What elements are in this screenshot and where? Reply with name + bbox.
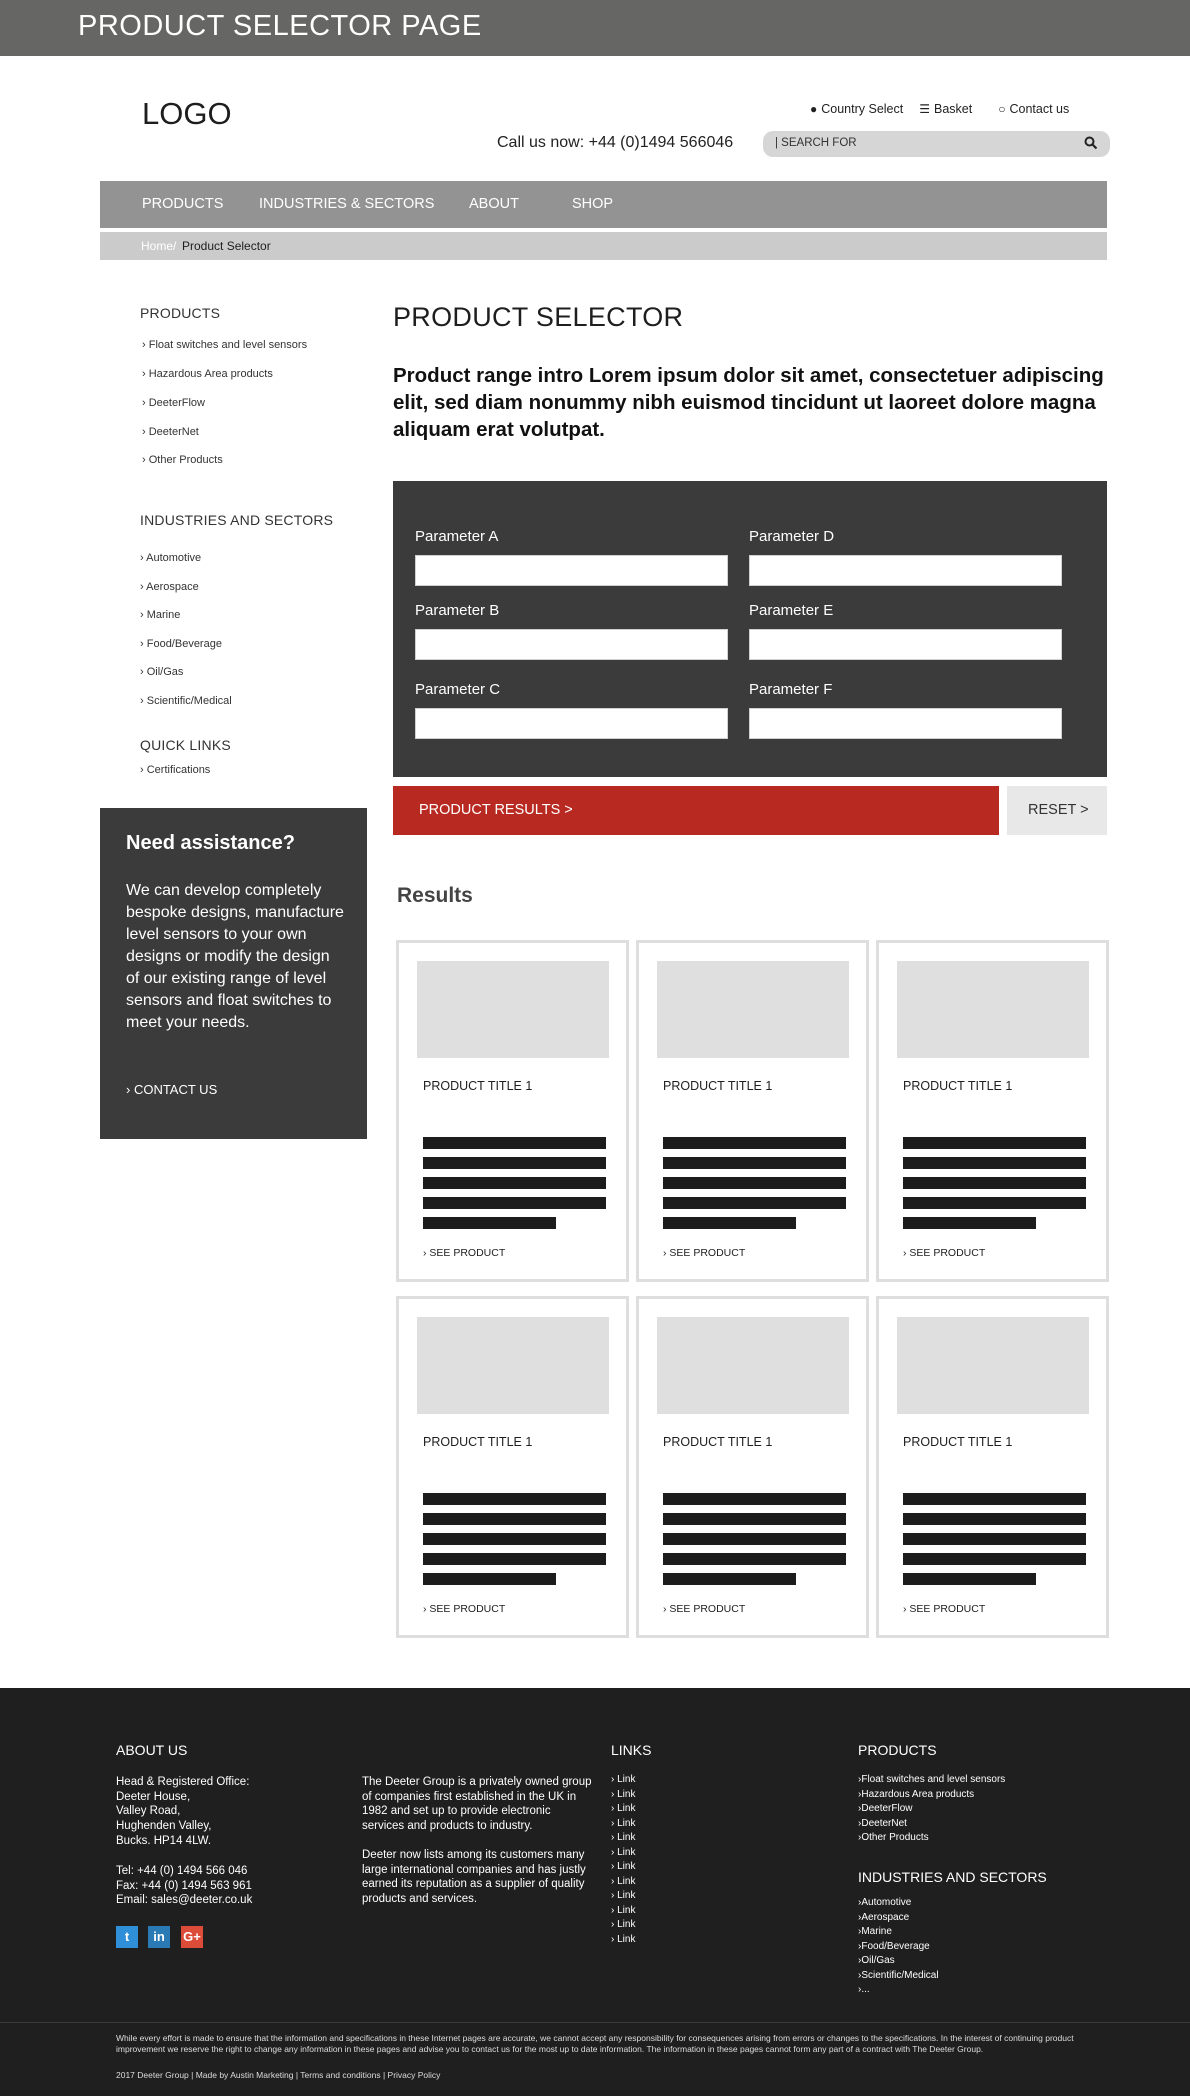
footer-group-text: The Deeter Group is a privately owned group of companies first established in the UK in 1982 and set up to provide electronic services and products to industry. Deeter now lists among its customers many large international companies and has justly earned its reputation as a supplier of quality products and services. xyxy=(362,1776,592,1905)
footer-products-heading: PRODUCTS xyxy=(858,1742,937,1758)
footer-link[interactable]: › Link xyxy=(611,1803,636,1814)
footer-industry-link[interactable]: ›Aerospace xyxy=(858,1911,910,1923)
footer-product-link[interactable]: ›Float switches and level sensors xyxy=(858,1774,1006,1785)
contact-us-link[interactable]: › CONTACT US xyxy=(126,1082,218,1097)
parameter-f-field[interactable] xyxy=(749,708,1062,739)
footer-product-link[interactable]: ›Hazardous Area products xyxy=(858,1788,975,1800)
sidebar-industry-link[interactable]: › Food/Beverage xyxy=(140,638,222,650)
parameter-f-label: Parameter F xyxy=(749,681,833,698)
product-card[interactable] xyxy=(396,1296,629,1638)
sidebar-product-link[interactable]: › Other Products xyxy=(142,454,223,466)
speech-bubble-icon: ○ xyxy=(998,102,1006,116)
top-banner xyxy=(0,0,1190,56)
description-line xyxy=(423,1217,556,1229)
sidebar-product-link[interactable]: › DeeterNet xyxy=(142,426,199,438)
footer-link[interactable]: › Link xyxy=(611,1861,636,1872)
description-line xyxy=(663,1217,796,1229)
see-product-link[interactable]: › SEE PRODUCT xyxy=(903,1603,986,1615)
banner-title: PRODUCT SELECTOR PAGE xyxy=(78,10,482,42)
nav-item-about[interactable]: ABOUT xyxy=(469,196,519,212)
description-line xyxy=(663,1197,846,1209)
product-image[interactable] xyxy=(417,1317,609,1414)
sidebar-quick-heading: QUICK LINKS xyxy=(140,737,231,753)
linkedin-icon[interactable]: in xyxy=(148,1926,170,1948)
parameter-a-label: Parameter A xyxy=(415,528,499,545)
assistance-body: We can develop completely bespoke designs, manufacture level sensors to your own designs or modify the design of our existing range of level sensors and float switches to meet your needs. xyxy=(126,882,344,1031)
description-line xyxy=(903,1573,1036,1585)
product-title[interactable]: PRODUCT TITLE 1 xyxy=(423,1079,533,1093)
footer-product-link[interactable]: ›Other Products xyxy=(858,1832,929,1843)
description-line xyxy=(903,1493,1086,1505)
description-line xyxy=(663,1157,846,1169)
footer-link[interactable]: › Link xyxy=(611,1832,636,1843)
footer-link[interactable]: › Link xyxy=(611,1890,636,1901)
product-image[interactable] xyxy=(897,1317,1089,1414)
description-line xyxy=(423,1197,606,1209)
product-title[interactable]: PRODUCT TITLE 1 xyxy=(663,1079,773,1093)
footer-email-link[interactable]: Email: sales@deeter.co.uk xyxy=(116,1894,253,1907)
phone-number: Call us now: +44 (0)1494 566046 xyxy=(497,134,734,151)
description-line xyxy=(423,1533,606,1545)
description-line xyxy=(423,1493,606,1505)
description-line xyxy=(903,1217,1036,1229)
footer-link[interactable]: › Link xyxy=(611,1933,636,1945)
parameter-c-label: Parameter C xyxy=(415,681,501,698)
assistance-panel xyxy=(100,808,367,1139)
product-card[interactable] xyxy=(396,940,629,1282)
description-line xyxy=(423,1573,556,1585)
page-title: PRODUCT SELECTOR xyxy=(393,302,684,332)
parameter-c-field[interactable] xyxy=(415,708,728,739)
see-product-link[interactable]: › SEE PRODUCT xyxy=(423,1247,506,1259)
sidebar-product-link[interactable]: › DeeterFlow xyxy=(142,397,205,409)
description-line xyxy=(663,1493,846,1505)
description-line xyxy=(903,1197,1086,1209)
product-image[interactable] xyxy=(897,961,1089,1058)
description-line xyxy=(663,1573,796,1585)
product-title[interactable]: PRODUCT TITLE 1 xyxy=(663,1435,773,1449)
description-line xyxy=(663,1177,846,1189)
footer-product-link[interactable]: ›DeeterNet xyxy=(858,1817,907,1829)
breadcrumb xyxy=(100,232,1107,260)
nav-item-industries[interactable]: INDUSTRIES & SECTORS xyxy=(259,196,435,212)
nav-item-products[interactable]: PRODUCTS xyxy=(142,196,224,212)
reset-label: RESET > xyxy=(1028,802,1089,818)
reset-button[interactable] xyxy=(1007,786,1107,835)
description-line xyxy=(903,1553,1086,1565)
product-card[interactable] xyxy=(876,1296,1109,1638)
footer-industry-link[interactable]: ›... xyxy=(858,1984,870,1995)
footer-industries-heading: INDUSTRIES AND SECTORS xyxy=(858,1869,1047,1885)
product-card[interactable] xyxy=(636,940,869,1282)
product-title[interactable]: PRODUCT TITLE 1 xyxy=(903,1079,1013,1093)
parameter-b-label: Parameter B xyxy=(415,602,500,619)
parameter-panel xyxy=(393,481,1107,777)
assistance-title: Need assistance? xyxy=(126,832,295,854)
breadcrumb-separator: / xyxy=(173,239,177,253)
footer-link[interactable]: › Link xyxy=(611,1774,636,1785)
sidebar-industry-link[interactable]: › Automotive xyxy=(140,552,202,564)
breadcrumb-current: Product Selector xyxy=(182,239,271,253)
description-line xyxy=(423,1137,606,1149)
parameter-e-label: Parameter E xyxy=(749,602,834,619)
globe-icon: ● xyxy=(810,102,818,116)
see-product-link[interactable]: › SEE PRODUCT xyxy=(663,1603,746,1615)
description-line xyxy=(663,1553,846,1565)
footer-link[interactable]: › Link xyxy=(611,1904,636,1916)
footer-product-link[interactable]: ›DeeterFlow xyxy=(858,1803,913,1814)
see-product-link[interactable]: › SEE PRODUCT xyxy=(903,1247,986,1259)
product-image[interactable] xyxy=(657,1317,849,1414)
sidebar-industry-link[interactable]: › Marine xyxy=(140,609,181,621)
description-line xyxy=(903,1157,1086,1169)
sidebar-industry-link[interactable]: › Oil/Gas xyxy=(140,666,184,678)
footer-link[interactable]: › Link xyxy=(611,1817,636,1829)
description-line xyxy=(663,1513,846,1525)
description-line xyxy=(903,1513,1086,1525)
twitter-icon[interactable]: t xyxy=(116,1926,138,1948)
description-line xyxy=(423,1177,606,1189)
footer-industry-link[interactable]: ›Oil/Gas xyxy=(858,1955,895,1966)
sidebar-industry-link[interactable]: › Aerospace xyxy=(140,581,199,593)
description-line xyxy=(903,1533,1086,1545)
product-title[interactable]: PRODUCT TITLE 1 xyxy=(423,1435,533,1449)
logo[interactable]: LOGO xyxy=(142,96,232,131)
see-product-link[interactable]: › SEE PRODUCT xyxy=(423,1603,506,1615)
footer-link[interactable]: › Link xyxy=(611,1788,636,1800)
footer-contact: Tel: +44 (0) 1494 566 046 Fax: +44 (0) 1494 563 961 Email: sales@deeter.co.uk xyxy=(116,1864,306,1908)
search-input[interactable] xyxy=(763,131,1110,157)
footer-link[interactable]: › Link xyxy=(611,1875,636,1887)
nav-item-shop[interactable]: SHOP xyxy=(572,196,614,212)
footer-link[interactable]: › Link xyxy=(611,1919,636,1930)
see-product-link[interactable]: › SEE PRODUCT xyxy=(663,1247,746,1259)
footer-links-heading: LINKS xyxy=(611,1742,652,1758)
description-line xyxy=(903,1177,1086,1189)
description-line xyxy=(423,1553,606,1565)
footer-link[interactable]: › Link xyxy=(611,1846,636,1858)
description-line xyxy=(423,1157,606,1169)
main-nav xyxy=(100,181,1107,228)
search-icon[interactable] xyxy=(1084,135,1098,154)
parameter-e-field[interactable] xyxy=(749,629,1062,660)
country-select-link[interactable]: ● Country Select xyxy=(810,102,904,116)
sidebar-product-link[interactable]: › Hazardous Area products xyxy=(142,368,273,380)
description-line xyxy=(663,1137,846,1149)
description-line xyxy=(423,1513,606,1525)
cart-icon: ☰ xyxy=(919,102,930,116)
footer-industry-link[interactable]: ›Marine xyxy=(858,1926,892,1937)
sidebar-industry-link[interactable]: › Scientific/Medical xyxy=(140,695,232,707)
product-results-button[interactable] xyxy=(393,786,999,835)
product-image[interactable] xyxy=(657,961,849,1058)
footer xyxy=(0,1688,1190,2022)
results-heading: Results xyxy=(397,884,473,907)
search-placeholder: | SEARCH FOR xyxy=(775,137,857,149)
product-title[interactable]: PRODUCT TITLE 1 xyxy=(903,1435,1013,1449)
basket-link[interactable]: ☰ Basket xyxy=(919,102,973,116)
sidebar-quick-link[interactable]: › Certifications xyxy=(140,764,211,776)
footer-industry-link[interactable]: ›Food/Beverage xyxy=(858,1940,930,1952)
parameter-a-field[interactable] xyxy=(415,555,728,586)
footer-disclaimer: While every effort is made to ensure that the information and specifications in these Internet pages are accurate, we cannot accept any responsibility for consequences arising from errors or changes to the specifications. In the interest of continuing product improvement we reserve the right to change any information in these pages and advise you to contact us for the most up to date information. The information in these pages cannot form any part of a contract with The Deeter Group. xyxy=(116,2033,1074,2054)
sidebar-product-link[interactable]: › Float switches and level sensors xyxy=(142,339,308,351)
description-line xyxy=(663,1533,846,1545)
parameter-d-field[interactable] xyxy=(749,555,1062,586)
utility-links xyxy=(810,102,1069,116)
footer-address: Head & Registered Office: Deeter House, Valley Road, Hughenden Valley, Bucks. HP14 4LW. xyxy=(116,1776,250,1847)
footer-industry-link[interactable]: ›Automotive xyxy=(858,1897,912,1908)
google-plus-icon[interactable]: G+ xyxy=(181,1926,203,1948)
description-line xyxy=(903,1137,1086,1149)
sidebar-industries-heading: INDUSTRIES AND SECTORS xyxy=(140,512,334,528)
parameter-d-label: Parameter D xyxy=(749,528,835,545)
parameter-b-field[interactable] xyxy=(415,629,728,660)
footer-about-heading: ABOUT US xyxy=(116,1742,188,1758)
footer-copyright: 2017 Deeter Group | Made by Austin Marketing | Terms and conditions | Privacy Policy xyxy=(116,2070,441,2080)
contact-us-link[interactable]: ○ Contact us xyxy=(998,102,1070,116)
product-card[interactable] xyxy=(876,940,1109,1282)
intro-text: Product range intro Lorem ipsum dolor sit amet, consectetuer adipiscing elit, sed diam nonummy nibh euismod tincidunt ut laoreet dolore magna aliquam erat volutpat. xyxy=(393,364,1104,441)
sidebar-products-heading: PRODUCTS xyxy=(140,305,221,321)
product-card[interactable] xyxy=(636,1296,869,1638)
product-image[interactable] xyxy=(417,961,609,1058)
product-results-label: PRODUCT RESULTS > xyxy=(419,802,573,818)
breadcrumb-home[interactable]: Home xyxy=(141,239,174,253)
footer-industry-link[interactable]: ›Scientific/Medical xyxy=(858,1969,939,1981)
